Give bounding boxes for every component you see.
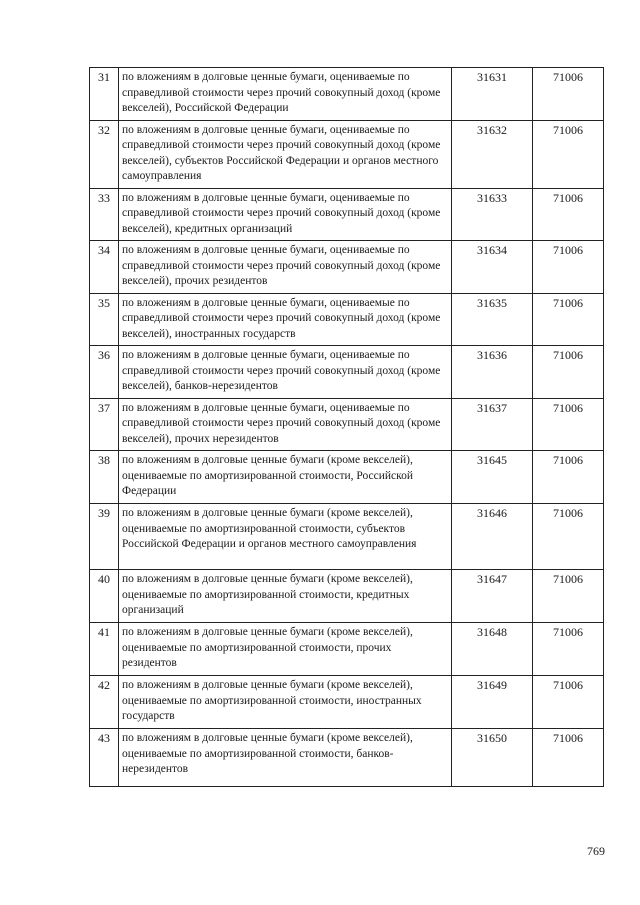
table-row (90, 451, 604, 504)
row-number: 38 (90, 451, 119, 504)
row-number: 43 (90, 729, 119, 787)
row-number: 34 (90, 241, 119, 294)
account-code: 31646 (452, 504, 533, 570)
row-description: по вложениям в долговые ценные бумаги (кроме векселей), оцениваемые по амортизированной стоимости, кредитных организаций (119, 570, 452, 623)
account-code: 31631 (452, 68, 533, 121)
table-row (90, 623, 604, 676)
account-code: 31649 (452, 676, 533, 729)
row-description: по вложениям в долговые ценные бумаги, оцениваемые по справедливой стоимости через прочий совокупный доход (кроме векселей), кредитных организаций (119, 188, 452, 241)
account-code: 31648 (452, 623, 533, 676)
symbol-code: 71006 (533, 241, 604, 294)
account-code: 31636 (452, 346, 533, 399)
row-number: 35 (90, 293, 119, 346)
row-description: по вложениям в долговые ценные бумаги (кроме векселей), оцениваемые по амортизированной стоимости, прочих резидентов (119, 623, 452, 676)
row-description: по вложениям в долговые ценные бумаги, оцениваемые по справедливой стоимости через прочий совокупный доход (кроме векселей), прочих нерезидентов (119, 398, 452, 451)
symbol-code: 71006 (533, 729, 604, 787)
row-description: по вложениям в долговые ценные бумаги, оцениваемые по справедливой стоимости через прочий совокупный доход (кроме векселей), субъектов Российской Федерации и органов местного самоуправления (119, 120, 452, 188)
row-number: 31 (90, 68, 119, 121)
table-row (90, 120, 604, 188)
account-code: 31647 (452, 570, 533, 623)
accounts-table (89, 67, 604, 787)
table-row (90, 188, 604, 241)
row-number: 37 (90, 398, 119, 451)
account-code: 31645 (452, 451, 533, 504)
table-body (90, 68, 604, 787)
row-description: по вложениям в долговые ценные бумаги (кроме векселей), оцениваемые по амортизированной стоимости, субъектов Российской Федерации и органов местного самоуправления (119, 504, 452, 570)
symbol-code: 71006 (533, 188, 604, 241)
row-number: 36 (90, 346, 119, 399)
symbol-code: 71006 (533, 293, 604, 346)
table-row (90, 346, 604, 399)
account-code: 31635 (452, 293, 533, 346)
row-number: 32 (90, 120, 119, 188)
account-code: 31634 (452, 241, 533, 294)
table-row (90, 729, 604, 787)
row-description: по вложениям в долговые ценные бумаги, оцениваемые по справедливой стоимости через прочий совокупный доход (кроме векселей), прочих резидентов (119, 241, 452, 294)
symbol-code: 71006 (533, 504, 604, 570)
table-row (90, 504, 604, 570)
symbol-code: 71006 (533, 623, 604, 676)
symbol-code: 71006 (533, 451, 604, 504)
row-number: 33 (90, 188, 119, 241)
account-code: 31637 (452, 398, 533, 451)
row-number: 42 (90, 676, 119, 729)
table-row (90, 293, 604, 346)
table-row (90, 570, 604, 623)
account-code: 31650 (452, 729, 533, 787)
row-number: 41 (90, 623, 119, 676)
row-description: по вложениям в долговые ценные бумаги (кроме векселей), оцениваемые по амортизированной стоимости, банков-нерезидентов (119, 729, 452, 787)
row-description: по вложениям в долговые ценные бумаги, оцениваемые по справедливой стоимости через прочий совокупный доход (кроме векселей), Российской Федерации (119, 68, 452, 121)
row-number: 40 (90, 570, 119, 623)
page-number: 769 (587, 844, 605, 858)
row-description: по вложениям в долговые ценные бумаги, оцениваемые по справедливой стоимости через прочий совокупный доход (кроме векселей), банков-нерезидентов (119, 346, 452, 399)
row-description: по вложениям в долговые ценные бумаги, оцениваемые по справедливой стоимости через прочий совокупный доход (кроме векселей), иностранных государств (119, 293, 452, 346)
row-description: по вложениям в долговые ценные бумаги (кроме векселей), оцениваемые по амортизированной стоимости, Российской Федерации (119, 451, 452, 504)
table-row (90, 398, 604, 451)
account-code: 31632 (452, 120, 533, 188)
symbol-code: 71006 (533, 398, 604, 451)
symbol-code: 71006 (533, 676, 604, 729)
table-row (90, 68, 604, 121)
row-number: 39 (90, 504, 119, 570)
table-row (90, 241, 604, 294)
row-description: по вложениям в долговые ценные бумаги (кроме векселей), оцениваемые по амортизированной стоимости, иностранных государств (119, 676, 452, 729)
symbol-code: 71006 (533, 68, 604, 121)
symbol-code: 71006 (533, 346, 604, 399)
symbol-code: 71006 (533, 570, 604, 623)
symbol-code: 71006 (533, 120, 604, 188)
account-code: 31633 (452, 188, 533, 241)
table-row (90, 676, 604, 729)
